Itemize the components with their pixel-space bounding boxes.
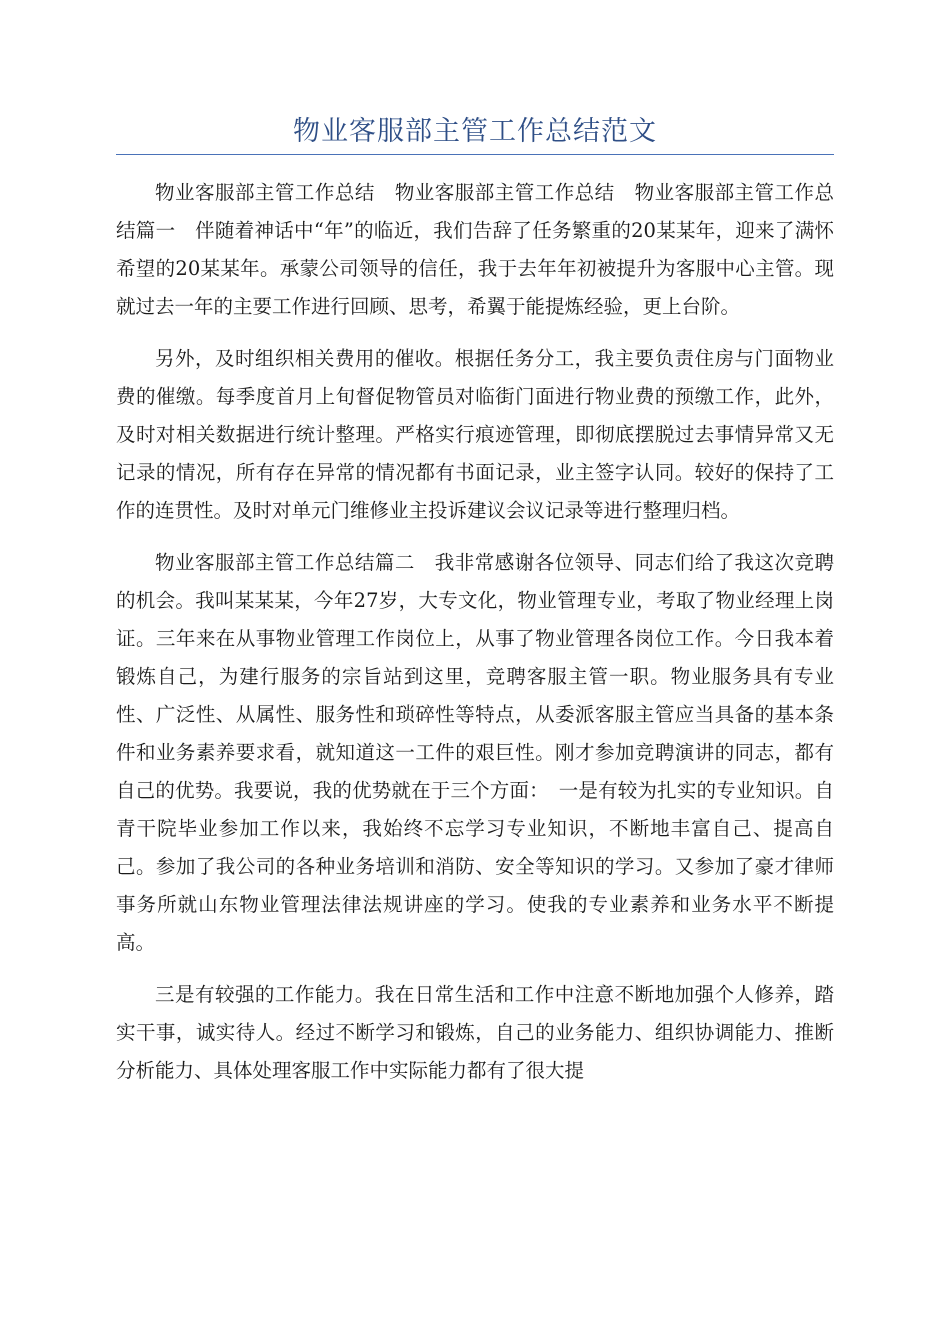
document-body [116,174,834,1104]
paragraph-3: 物业客服部主管工作总结篇二 我非常感谢各位领导、同志们给了我这次竞聘的机会。我叫某某某，今年27岁，大专文化，物业管理专业，考取了物业经理上岗证。三年来在从事物业管理工作岗位上，从事了物业管理各岗位工作。今日我本着锻炼自己，为建行服务的宗旨站到这里，竞聘客服主管一职。物业服务具有专业性、广泛性、从属性、服务性和琐碎性等特点，从委派客服主管应当具备的基本条件和业务素养要求看，就知道这一工件的艰巨性。刚才参加竞聘演讲的同志，都有自己的优势。我要说，我的优势就在于三个方面： 一是有较为扎实的专业知识。自青干院毕业参加工作以来，我始终不忘学习专业知识，不断地丰富自己、提高自己。参加了我公司的各种业务培训和消防、安全等知识的学习。又参加了豪才律师事务所就山东物业管理法律法规讲座的学习。使我的专业素养和业务水平不断提高。 [116,551,834,954]
paragraph-1: 物业客服部主管工作总结 物业客服部主管工作总结 物业客服部主管工作总结篇一 伴随着神话中“年”的临近，我们告辞了任务繁重的20某某年，迎来了满怀希望的20某某年。承蒙公司领导的信任，我于去年年初被提升为客服中心主管。现就过去一年的主要工作进行回顾、思考，希翼于能提炼经验，更上台阶。 [116,181,834,318]
paragraph-4: 三是有较强的工作能力。我在日常生活和工作中注意不断地加强个人修养，踏实干事，诚实待人。经过不断学习和锻炼，自己的业务能力、组织协调能力、推断分析能力、具体处理客服工作中实际能力都有了很大提 [116,983,834,1082]
document-title: 物业客服部主管工作总结范文 [293,116,657,147]
title-underline [116,154,834,155]
paragraph-2: 另外，及时组织相关费用的催收。根据任务分工，我主要负责住房与门面物业费的催缴。每季度首月上旬督促物管员对临街门面进行物业费的预缴工作，此外，及时对相关数据进行统计整理。严格实行痕迹管理，即彻底摆脱过去事情异常又无记录的情况，所有存在异常的情况都有书面记录，业主签字认同。较好的保持了工作的连贯性。及时对单元门维修业主投诉建议会议记录等进行整理归档。 [116,347,834,522]
